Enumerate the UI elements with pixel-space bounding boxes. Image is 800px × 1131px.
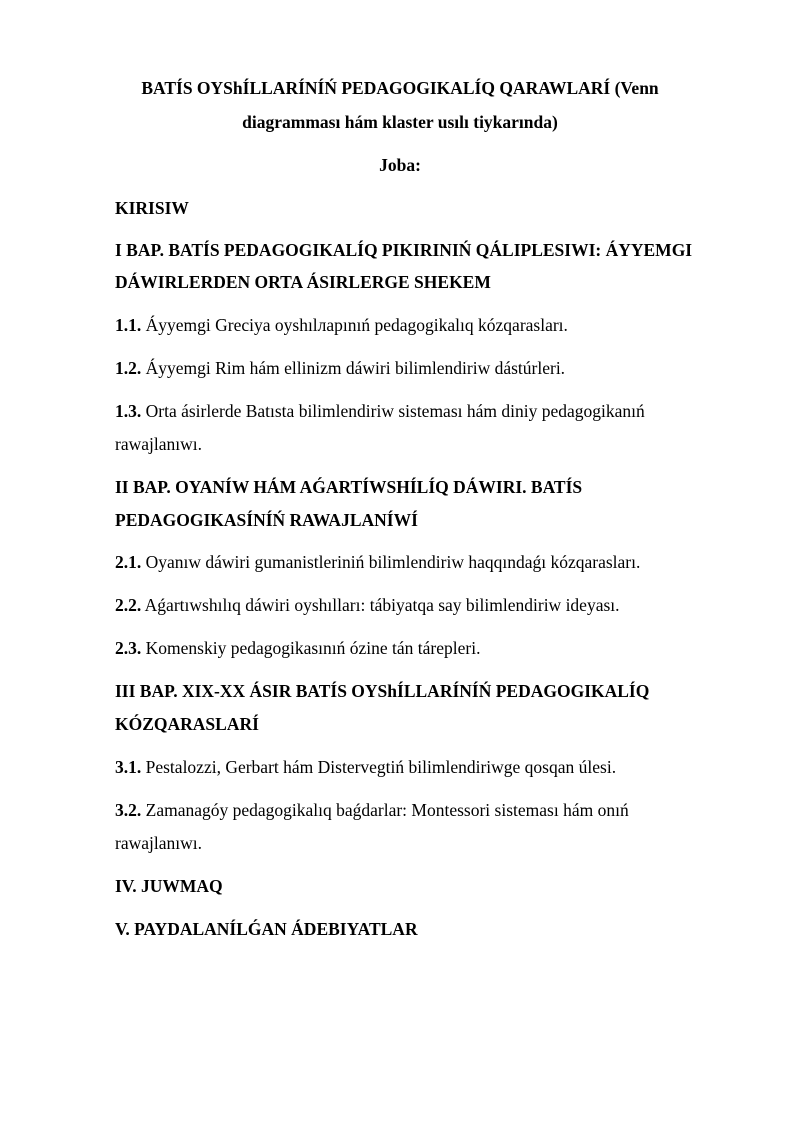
- section-number: 1.1.: [115, 315, 142, 335]
- document-title-line-1: BATÍS OYShÍLLARÍNÍŃ PEDAGOGIKALÍQ QARAWLARÍ (Venn: [141, 78, 659, 98]
- chapter-1-heading-line-1: I BAP. BATÍS PEDAGOGIKALÍQ PIKIRINIŃ QÁLIPLESIWI: ÁYYEMGI: [115, 240, 693, 260]
- section-2-1: [115, 551, 640, 573]
- section-number: 1.2.: [115, 358, 142, 378]
- section-number: 1.3.: [115, 401, 142, 421]
- section-3-1: [115, 756, 616, 778]
- section-2-3: [115, 637, 480, 659]
- section-2-2: [115, 594, 620, 616]
- section-1-3-continuation: rawajlanıwı.: [115, 434, 202, 454]
- plan-label: Joba:: [379, 155, 421, 175]
- section-1-2: [115, 357, 565, 379]
- chapter-2-heading-line-1: II BAP. OYANÍW HÁM AǴARTÍWSHÍLÍQ DÁWIRI. BATÍS: [115, 477, 583, 497]
- section-text: Áyyemgi Rim hám ellinizm dáwiri bilimlendiriw dástúrleri.: [145, 358, 566, 378]
- chapter-2-heading-line-2: PEDAGOGIKASÍNÍŃ RAWAJLANÍWÍ: [115, 510, 418, 530]
- section-number: 2.1.: [115, 552, 142, 572]
- section-number: 3.1.: [115, 757, 142, 777]
- section-number: 2.2.: [115, 595, 142, 615]
- section-text: Pestalozzi, Gerbart hám Distervegtiń bilimlendiriwge qosqan úlesi.: [145, 757, 617, 777]
- chapter-3-heading-line-1: III BAP. XIX-XX ÁSIR BATÍS OYShÍLLARÍNÍŃ PEDAGOGIKALÍQ: [115, 681, 650, 701]
- section-text: Orta ásirlerde Batısta bilimlendiriw sisteması hám diniy pedagogikanıń: [145, 401, 645, 421]
- section-text: Áyyemgi Greciya oyshılларınıń pedagogikalıq kózqarasları.: [145, 315, 568, 335]
- chapter-1-heading-line-2: DÁWIRLERDEN ORTA ÁSIRLERGE SHEKEM: [115, 272, 491, 292]
- conclusion-heading: IV. JUWMAQ: [115, 876, 223, 896]
- section-3-2: [115, 799, 629, 821]
- section-text: Komenskiy pedagogikasınıń ózine tán tárepleri.: [145, 638, 481, 658]
- intro-heading: KIRISIW: [115, 198, 189, 218]
- section-text: Aǵartıwshılıq dáwiri oyshılları: tábiyatqa say bilimlendiriw ideyası.: [144, 595, 620, 615]
- section-number: 2.3.: [115, 638, 142, 658]
- section-text: Oyanıw dáwiri gumanistleriniń bilimlendiriw haqqındaǵı kózqarasları.: [145, 552, 641, 572]
- section-1-1: [115, 314, 568, 336]
- section-3-2-continuation: rawajlanıwı.: [115, 833, 202, 853]
- references-heading: V. PAYDALANÍLǴAN ÁDEBIYATLAR: [115, 919, 418, 939]
- section-text: Zamanagóy pedagogikalıq baǵdarlar: Montessori sisteması hám onıń: [145, 800, 629, 820]
- section-number: 3.2.: [115, 800, 142, 820]
- document-title-line-2: diagramması hám klaster usılı tiykarında): [242, 112, 558, 132]
- chapter-3-heading-line-2: KÓZQARASLARÍ: [115, 714, 259, 734]
- section-1-3: [115, 400, 645, 422]
